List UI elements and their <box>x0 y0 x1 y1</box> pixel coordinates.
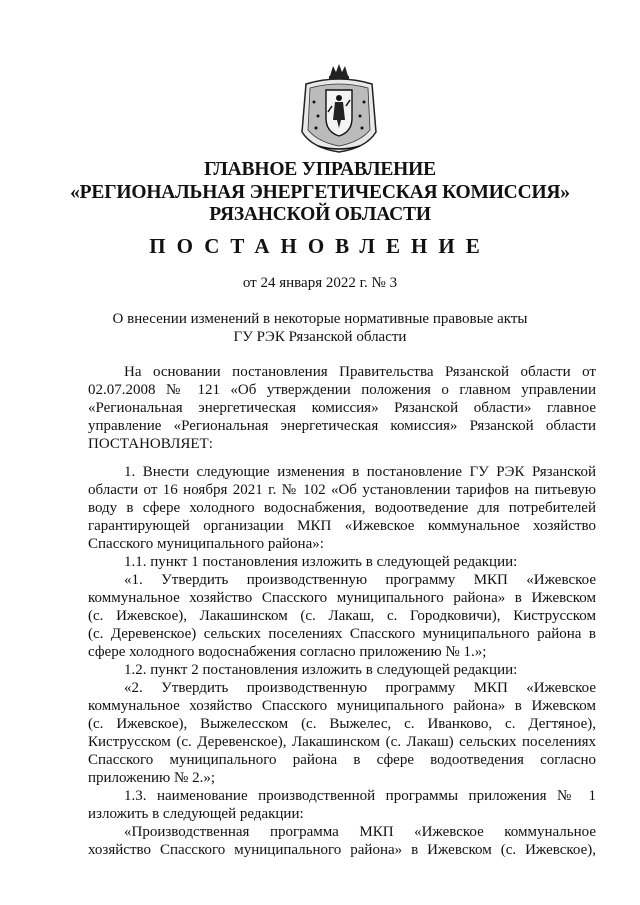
preamble-line: управление «Региональная энергетическая комиссия» Рязанской области <box>88 418 596 434</box>
coat-of-arms-emblem <box>296 62 382 154</box>
body-line: Киструсском (с. Деревенское), Лакашинском (с. Лакаш) сельских поселениях <box>88 734 596 750</box>
body-line: Спасского муниципального района»: <box>88 536 324 552</box>
body-line: гарантирующей организации МКП «Ижевское коммунальное хозяйство <box>88 518 596 534</box>
body-line: сфере холодного водоснабжения согласно приложению № 1.»; <box>88 644 487 660</box>
preamble-line: 02.07.2008 № 121 «Об утверждении положения о главном управлении <box>88 382 596 398</box>
body-line: изложить в следующей редакции: <box>88 806 304 822</box>
body-line: коммунальное хозяйство Спасского муниципального района» в Ижевском <box>88 698 596 714</box>
preamble-line: На основании постановления Правительства Рязанской области от <box>124 364 596 380</box>
body-line: 1.1. пункт 1 постановления изложить в следующей редакции: <box>124 554 518 570</box>
subject-line-1: О внесении изменений в некоторые нормативные правовые акты <box>112 311 528 327</box>
body-line: (с. Ижевское), Лакашинском (с. Лакаш, с. Городковичи), Киструсском <box>88 608 596 624</box>
org-title-line-3: РЯЗАНСКОЙ ОБЛАСТИ <box>209 204 431 225</box>
body-line: Спасского муниципального района в сфере водоотведения согласно <box>88 752 596 768</box>
org-title-line-2: «РЕГИОНАЛЬНАЯ ЭНЕРГЕТИЧЕСКАЯ КОМИССИЯ» <box>70 182 570 203</box>
body-line: 1. Внести следующие изменения в постановление ГУ РЭК Рязанской <box>124 464 596 480</box>
body-line: «2. Утвердить производственную программу МКП «Ижевское <box>124 680 596 696</box>
body-line: хозяйство Спасского муниципального района» в Ижевском (с. Ижевское), <box>88 842 596 858</box>
subject-line-2: ГУ РЭК Рязанской области <box>233 329 407 345</box>
body-line: «Производственная программа МКП «Ижевское коммунальное <box>124 824 596 840</box>
body-line: (с. Деревенское) сельских поселениях Спасского муниципального района в <box>88 626 596 642</box>
body-text <box>88 463 596 859</box>
preamble-paragraph <box>88 363 596 453</box>
body-line: 1.2. пункт 2 постановления изложить в следующей редакции: <box>124 662 518 678</box>
preamble-line: «Региональная энергетическая комиссия» Рязанской области» главное <box>88 400 596 416</box>
org-title-line-1: ГЛАВНОЕ УПРАВЛЕНИЕ <box>204 159 436 180</box>
body-line: коммунальное хозяйство Спасского муниципального района» в Ижевском <box>88 590 596 606</box>
preamble-line: ПОСТАНОВЛЯЕТ: <box>88 436 213 452</box>
document-type-title: ПОСТАНОВЛЕНИЕ <box>149 234 491 258</box>
body-line: (с. Ижевское), Выжелесском (с. Выжелес, с. Иванково, с. Дегтяное), <box>88 716 596 732</box>
body-line: воду в сфере холодного водоснабжения, водоотведение для потребителей <box>88 500 596 516</box>
body-line: «1. Утвердить производственную программу МКП «Ижевское <box>124 572 596 588</box>
document-date-number: от 24 января 2022 г. № 3 <box>242 275 398 291</box>
body-line: приложению № 2.»; <box>88 770 215 786</box>
body-line: области от 16 ноября 2021 г. № 102 «Об установлении тарифов на питьевую <box>88 482 596 498</box>
body-line: 1.3. наименование производственной программы приложения № 1 <box>124 788 596 804</box>
